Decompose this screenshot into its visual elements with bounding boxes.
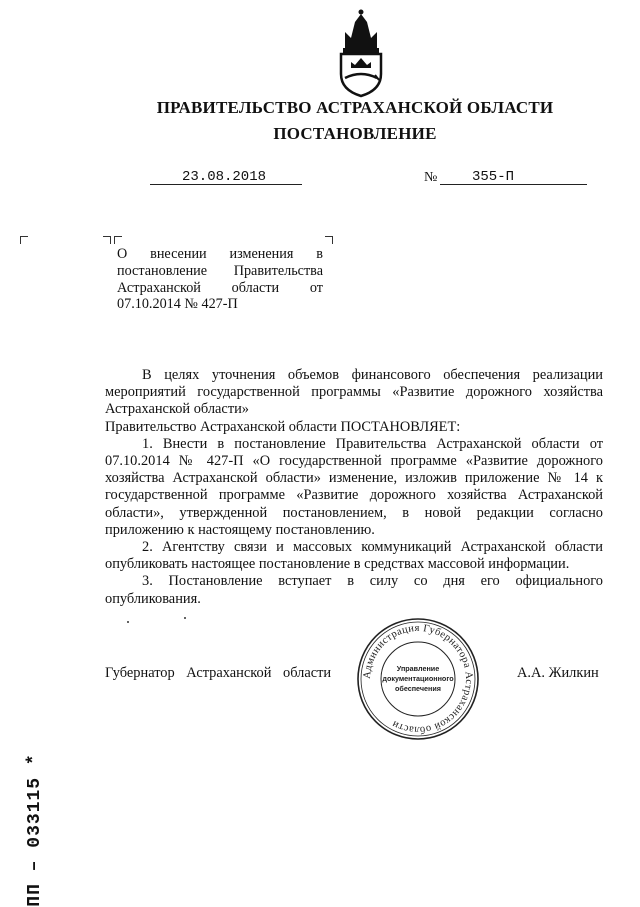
signatory-name: А.А. Жилкин [517,665,599,681]
item-2-paragraph: 2. Агентству связи и массовых коммуникаций Астраханской области опубликовать настоящее постановление в средствах массовой информации. [105,539,603,573]
document-subject [117,246,323,313]
corner-mark-top-left [20,236,28,244]
official-stamp [356,617,480,741]
subject-line-4: 07.10.2014 № 427-П [117,296,238,313]
stamp-center-line-1: Управление [396,664,440,673]
organization-title: ПРАВИТЕЛЬСТВО АСТРАХАНСКОЙ ОБЛАСТИ [156,98,554,117]
resolves-paragraph: Правительство Астраханской области ПОСТАНОВЛЯЕТ: [105,418,461,435]
subject-line-1: О внесении изменения в [117,246,323,262]
item-1-paragraph: 1. Внести в постановление Правительства Астраханской области от 07.10.2014 № 427-П «О государственной программе «Развитие дорожного хозяйства Астраханской области» изменение, изложив приложение № 14 к государственной программе «Развитие дорожного хозяйства Астраханской области», утвержденной постановлением, в новой редакции согласно приложению к настоящему постановлению. [105,435,603,538]
stray-dot [184,617,186,619]
signatory-position: Губернатор Астраханской области [105,665,332,681]
subject-line-3: Астраханской области от [117,279,323,296]
serial-text: ПП – 033115 * [25,753,45,907]
coat-of-arms-emblem [331,8,391,98]
stray-dot [127,621,129,623]
number-label: № [424,170,438,185]
document-date: 23.08.2018 [182,169,267,185]
number-underline [440,184,587,185]
stamp-center-line-2: документационного [382,674,454,683]
stamp-ring-text: Администрация Губернатора Астраханской области [361,622,475,736]
preamble-paragraph: В целях уточнения объемов финансового обеспечения реализации мероприятий государственной программы «Развитие дорожного хозяйства Астраханской области» [105,367,603,418]
corner-mark-subject-right [325,236,333,244]
date-underline [150,184,302,185]
side-serial-number [5,753,65,907]
subject-line-2: постановление Правительства [117,262,323,279]
document-type: ПОСТАНОВЛЕНИЕ [273,124,437,143]
document-body [105,367,603,608]
document-number: 355-П [472,169,515,185]
item-3-paragraph: 3. Постановление вступает в силу со дня его официального опубликования. [105,573,603,607]
stamp-center-line-3: обеспечения [394,684,442,693]
corner-mark-subject-left [114,236,122,244]
corner-mark-top-left-inner [103,236,111,244]
